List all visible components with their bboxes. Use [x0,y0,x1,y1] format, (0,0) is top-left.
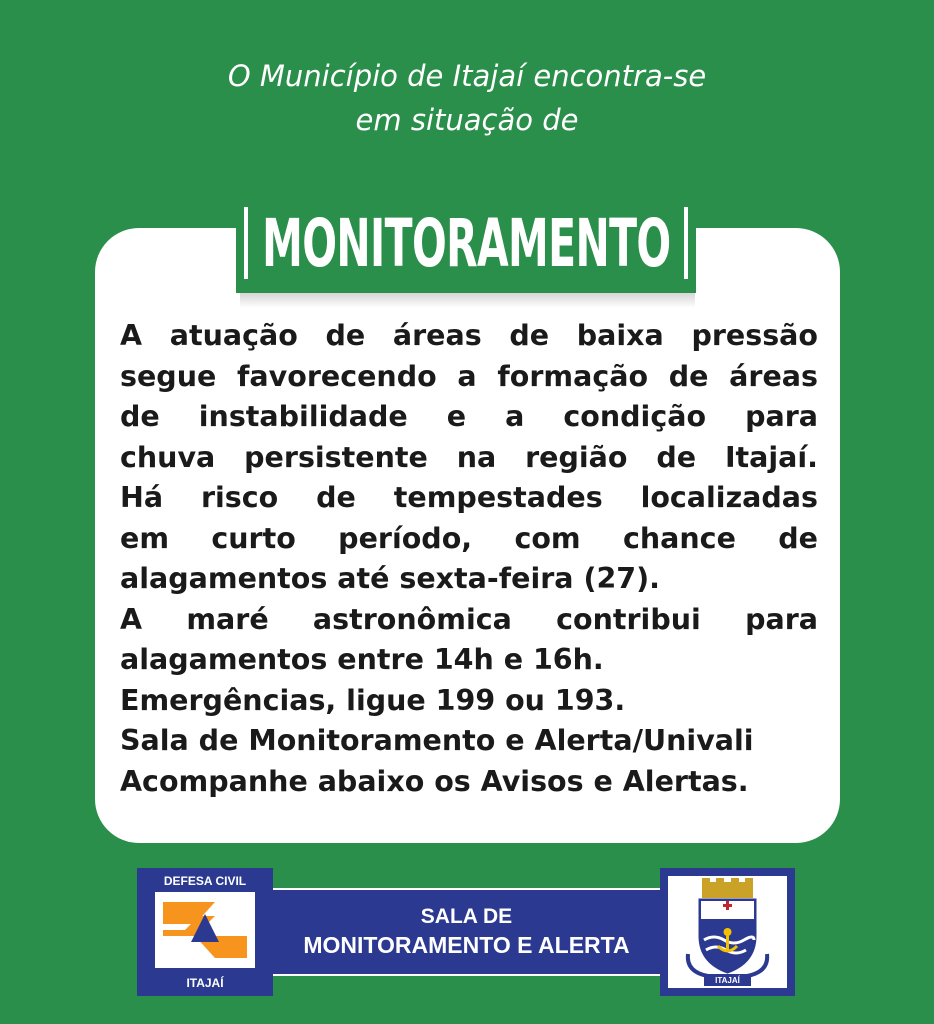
message-body [120,316,818,802]
sala-title-line-1: SALA DE [420,905,513,928]
sala-title-line-2: MONITORAMENTO E ALERTA [303,932,630,958]
status-banner-frame [244,204,688,282]
message-line: A maré astronômica contribui para [120,602,818,636]
status-banner [236,193,696,293]
defesa-civil-logo [137,868,273,996]
defesa-civil-icon [155,892,255,968]
message-line: segue favorecendo a formação de áreas [120,359,818,393]
message-line: de instabilidade e a condição para [120,400,818,433]
sala-monitoramento-band [273,888,660,976]
message-line: Acompanhe abaixo os Avisos e Alertas. [120,764,749,798]
city-crest-logo [660,868,795,996]
message-line: Emergências, ligue 199 ou 193. [120,683,626,717]
message-line: em curto período, com chance de [120,521,818,555]
message-line: alagamentos entre 14h e 16h. [120,643,604,676]
message-line: Sala de Monitoramento e Alerta/Univali [120,724,754,757]
coat-of-arms-icon [668,876,787,988]
message-line: Há risco de tempestades localizadas [120,481,818,514]
footer-bar [137,868,795,996]
intro-line-2: em situação de [355,103,579,137]
message-line: chuva persistente na região de Itajaí. [120,440,818,474]
intro-line-1: O Município de Itajaí encontra-se [227,59,707,93]
status-title: MONITORAMENTO [261,204,671,282]
message-line: alagamentos até sexta-feira (27). [120,562,660,595]
message-line: A atuação de áreas de baixa pressão [120,319,818,352]
intro-text [0,54,934,142]
defesa-civil-city: ITAJAÍ [186,976,224,990]
defesa-civil-label: DEFESA CIVIL [163,874,247,888]
crest-label: ITAJAÍ [715,976,740,985]
